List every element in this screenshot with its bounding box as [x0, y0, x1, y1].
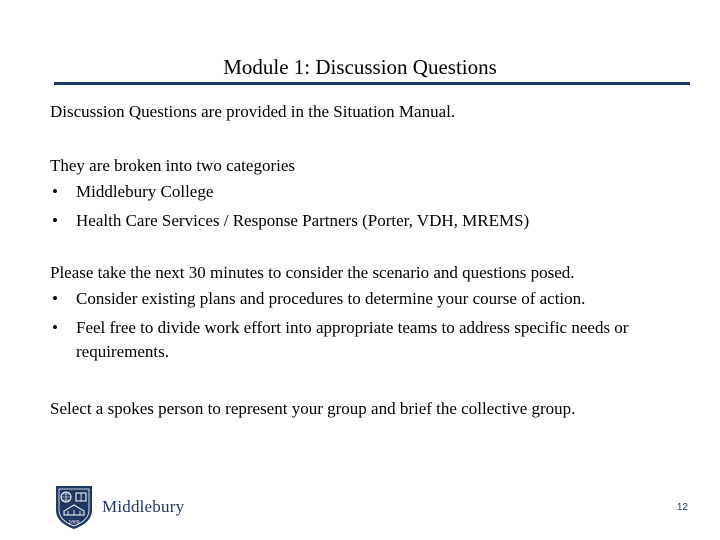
slide-title: Module 1: Discussion Questions [223, 55, 497, 79]
slide-body [50, 97, 690, 423]
svg-text:1800: 1800 [68, 519, 80, 526]
task-heading: Please take the next 30 minutes to consider the scenario and questions posed. [50, 263, 575, 282]
crest-icon [54, 484, 94, 530]
logo-wordmark: Middlebury [102, 497, 185, 516]
title-underline [54, 82, 690, 85]
category-item: • Middlebury College [50, 180, 690, 204]
closing-text: Select a spokes person to represent your group and brief the collective group. [50, 399, 576, 418]
task-item: • Feel free to divide work effort into appropriate teams to address specific needs or requirements. [50, 316, 690, 364]
intro-text: Discussion Questions are provided in the Situation Manual. [50, 102, 456, 121]
categories-list [50, 180, 690, 233]
task-item: • Consider existing plans and procedures to determine your course of action. [50, 287, 690, 311]
category-item: • Health Care Services / Response Partners (Porter, VDH, MREMS) [50, 209, 690, 233]
page-number: 12 [676, 502, 688, 513]
categories-heading: They are broken into two categories [50, 156, 295, 175]
middlebury-logo [54, 484, 184, 530]
task-list [50, 287, 690, 364]
